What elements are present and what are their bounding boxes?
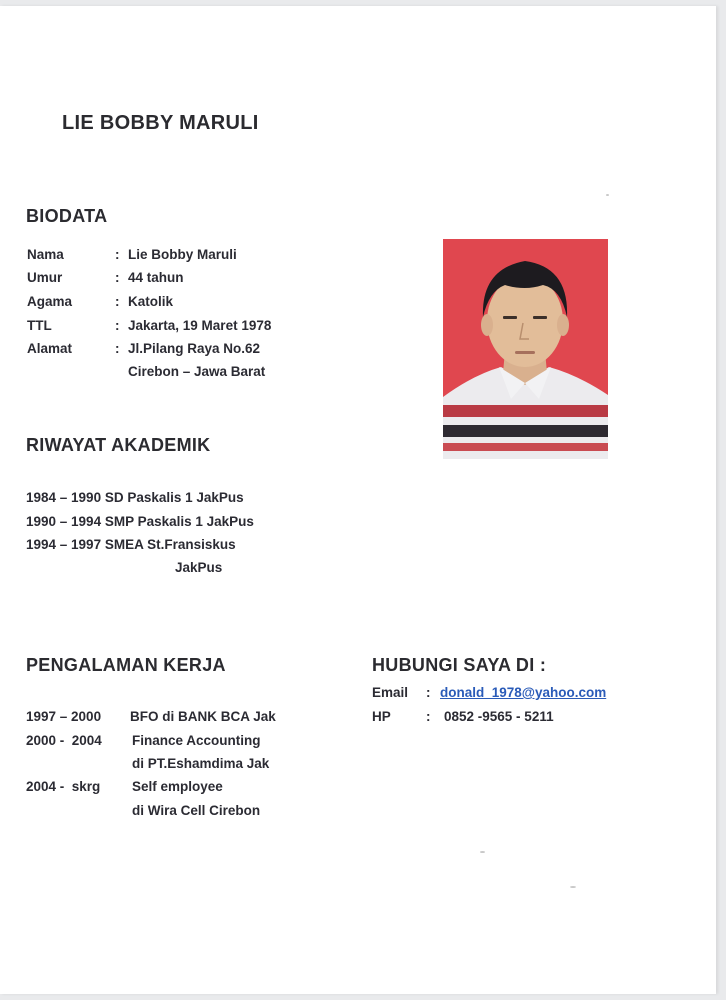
academic-row: 1984 – 1990 SD Paskalis 1 JakPus	[26, 490, 244, 505]
biodata-label: Umur	[27, 270, 63, 285]
work-description-line2: di Wira Cell Cirebon	[132, 803, 261, 818]
resume-name-title: LIE BOBBY MARULI	[62, 112, 259, 134]
email-link[interactable]: donald_1978@yahoo.com	[440, 685, 607, 700]
profile-photo	[443, 239, 608, 459]
biodata-separator: :	[115, 270, 120, 285]
portrait-image	[443, 239, 608, 459]
biodata-row-umur	[27, 270, 347, 288]
biodata-row-alamat	[27, 341, 347, 383]
academic-heading: RIWAYAT AKADEMIK	[26, 435, 211, 455]
work-description-line2: di PT.Eshamdima Jak	[132, 756, 270, 771]
biodata-row-ttl	[27, 318, 347, 336]
biodata-value-line2: Cirebon – Jawa Barat	[128, 364, 266, 379]
contact-email-row	[372, 685, 607, 700]
scan-speck	[606, 194, 609, 196]
biodata-heading: BIODATA	[26, 206, 108, 226]
biodata-value: Lie Bobby Maruli	[128, 247, 237, 262]
resume-page	[0, 6, 716, 994]
biodata-separator: :	[115, 341, 120, 356]
biodata-separator: :	[115, 318, 120, 333]
biodata-row-nama	[27, 247, 347, 265]
biodata-value: 44 tahun	[128, 270, 184, 285]
biodata-separator: :	[115, 247, 120, 262]
work-period: 2000 - 2004	[26, 733, 102, 748]
academic-row: 1994 – 1997 SMEA St.Fransiskus	[26, 537, 236, 552]
work-period: 1997 – 2000	[26, 709, 102, 724]
scan-speck	[570, 886, 576, 888]
scan-speck	[480, 851, 485, 853]
work-description: BFO di BANK BCA Jak	[130, 709, 276, 724]
phone-separator: :	[426, 709, 431, 724]
contact-heading: HUBUNGI SAYA DI :	[372, 655, 547, 675]
work-heading: PENGALAMAN KERJA	[26, 655, 226, 675]
work-period: 2004 - skrg	[26, 779, 101, 794]
biodata-value: Jl.Pilang Raya No.62	[128, 341, 261, 356]
biodata-separator: :	[115, 294, 120, 309]
academic-row-continuation: JakPus	[175, 560, 223, 575]
biodata-value: Katolik	[128, 294, 174, 309]
biodata-label: Nama	[27, 247, 64, 262]
phone-label: HP	[372, 709, 391, 724]
email-label: Email	[372, 685, 409, 700]
biodata-value: Jakarta, 19 Maret 1978	[128, 318, 272, 333]
phone-number: 0852 -9565 - 5211	[444, 709, 554, 724]
work-description: Finance Accounting	[132, 733, 261, 748]
email-separator: :	[426, 685, 431, 700]
work-description: Self employee	[132, 779, 223, 794]
biodata-label: Alamat	[27, 341, 73, 356]
biodata-label: Agama	[27, 294, 73, 309]
contact-phone-row	[372, 709, 554, 724]
biodata-row-agama	[27, 294, 347, 312]
biodata-label: TTL	[27, 318, 52, 333]
academic-row: 1990 – 1994 SMP Paskalis 1 JakPus	[26, 514, 254, 529]
